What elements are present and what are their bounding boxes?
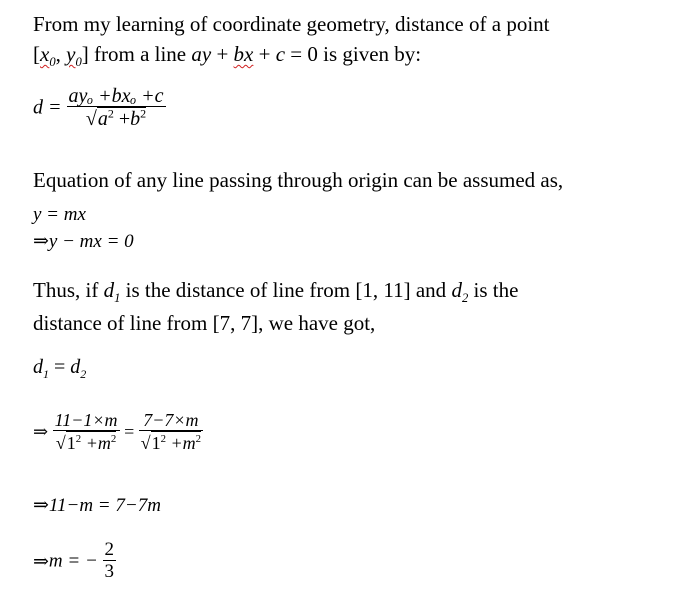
sup: 2 <box>160 433 167 445</box>
step-3 <box>33 494 161 517</box>
y-equals-mx <box>33 204 86 226</box>
implies-arrow: ⇒ <box>33 550 49 573</box>
plus-m: +m <box>81 433 111 453</box>
thus-line-1 <box>33 278 519 306</box>
c-var: c <box>275 42 286 66</box>
d2-sub-m: 2 <box>80 367 87 381</box>
step-3-text: 11−m = 7−7m <box>48 495 161 516</box>
plus: + <box>113 108 131 130</box>
two: 2 <box>104 539 115 560</box>
x0-var: x <box>40 42 50 66</box>
thus-text-c: is the <box>468 278 519 302</box>
d2-var: d <box>451 278 462 302</box>
eq-sign: = <box>49 356 71 378</box>
y0-var: y <box>66 42 76 66</box>
implies-arrow: ⇒ <box>33 494 49 516</box>
bx-var: bx <box>233 42 254 66</box>
distance-fraction <box>67 86 166 130</box>
bracket-open: [ <box>33 42 40 66</box>
a-var: a <box>97 108 108 130</box>
d2-sub: 2 <box>461 291 469 306</box>
d2: d <box>70 356 81 378</box>
d1-var: d <box>103 278 115 302</box>
thus-text-b: is the distance of line from [1, 11] and <box>120 278 452 302</box>
x0-sub: 0 <box>49 55 56 70</box>
step-4 <box>33 540 116 583</box>
sqrt-symbol: $√a^2 +b^2$ <box>85 106 147 130</box>
thus-line-2 <box>33 311 375 335</box>
d1: d <box>33 356 43 378</box>
equals-sign: = <box>124 421 135 442</box>
fraction-1-den: $√1^2 +m^2$ <box>53 430 120 454</box>
implies-arrow: ⇒ <box>33 421 49 443</box>
d1-equals-d2 <box>33 356 86 379</box>
fraction-2-den: $√1^2 +m^2$ <box>139 430 203 454</box>
equation-line-text <box>33 168 563 192</box>
implies-arrow: ⇒ <box>33 230 49 252</box>
thus-text-2: distance of line from [7, 7], we have got, <box>33 311 376 335</box>
intro-text-3: = 0 is given by: <box>285 42 422 66</box>
plus-1: + <box>211 42 234 66</box>
distance-formula <box>33 86 166 130</box>
intro-text-2: ] from a line <box>81 42 192 66</box>
fraction-equality <box>33 410 203 454</box>
y0-sub: 0 <box>75 55 82 70</box>
m-equals: m = − <box>48 550 98 572</box>
d1-sub: 1 <box>114 291 121 306</box>
sup2: 2 <box>195 433 202 445</box>
two-thirds <box>103 540 117 583</box>
equation-text: Equation of any line passing through origin can be assumed as, <box>33 168 564 192</box>
a-sq: 2 <box>107 106 114 121</box>
intro-line-2 <box>33 42 422 70</box>
one: 1 <box>66 433 76 453</box>
one: 1 <box>151 433 161 453</box>
sup2: 2 <box>110 433 117 445</box>
sup: 2 <box>75 433 82 445</box>
intro-text-1: From my learning of coordinate geometry, distance of a point <box>33 12 550 36</box>
three: 3 <box>104 561 115 582</box>
thus-text-a: Thus, if <box>33 278 104 302</box>
fraction-1 <box>53 410 120 454</box>
distance-numerator: ayₒ +bxₒ +c <box>68 85 164 107</box>
y-mx-text: y = mx <box>33 204 86 225</box>
intro-line-1 <box>33 12 550 36</box>
fraction-2 <box>139 410 203 454</box>
b-var: b <box>130 108 141 130</box>
comma: , <box>55 42 67 66</box>
d-lhs: d = <box>33 96 62 119</box>
ay-var: ay <box>191 42 212 66</box>
plus-2: + <box>253 42 276 66</box>
fraction-1-num: 11−1×m <box>54 410 118 430</box>
plus-m: +m <box>166 433 196 453</box>
fraction-2-num: 7−7×m <box>143 410 199 430</box>
b-sq: 2 <box>140 106 147 121</box>
y-minus-mx-text: y − mx = 0 <box>48 231 134 252</box>
d1-sub-m: 1 <box>43 367 49 381</box>
distance-denominator <box>67 106 166 130</box>
y-minus-mx <box>33 230 134 253</box>
